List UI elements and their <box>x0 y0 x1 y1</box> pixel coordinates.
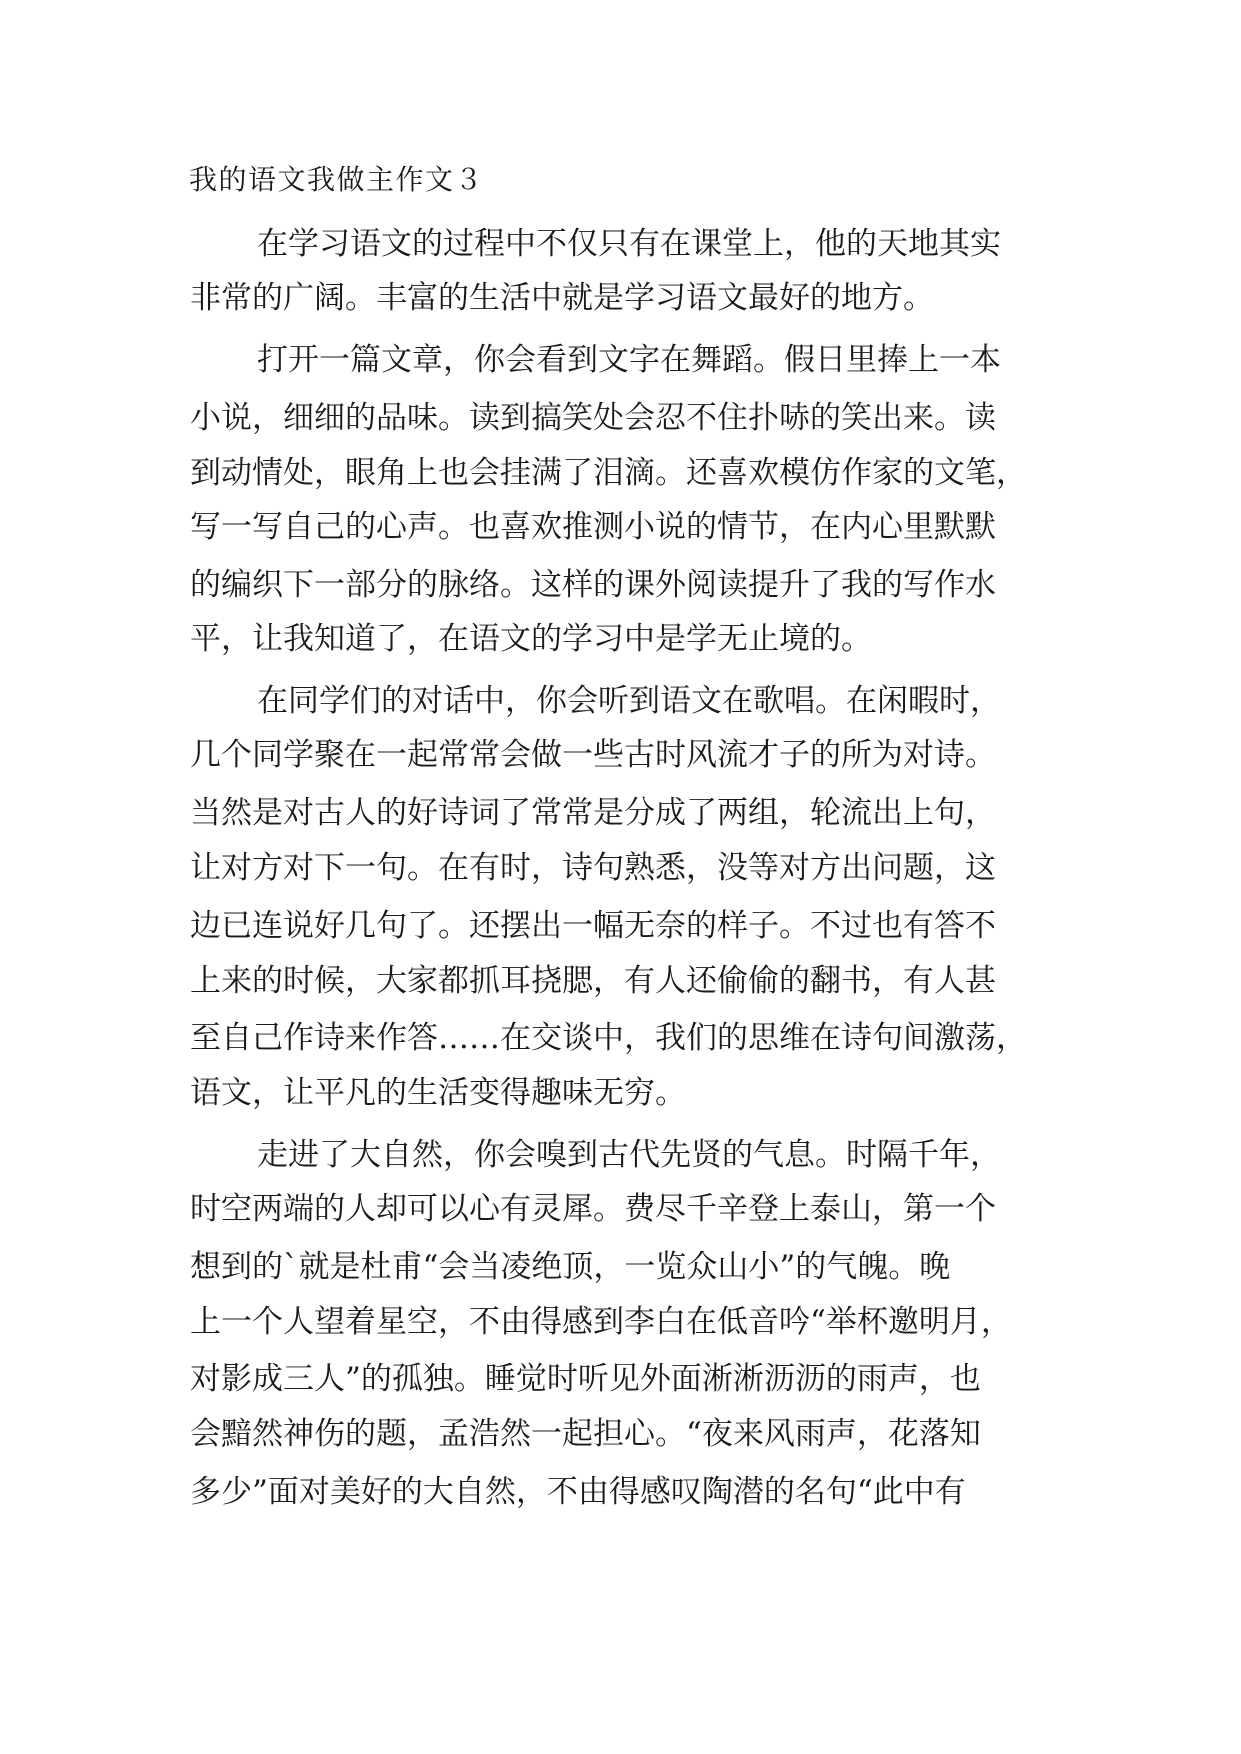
document-title: 我的语文我做主作文３ <box>189 163 485 196</box>
text-line: 多少”面对美好的大自然，不由得感叹陶潜的名句“此中有 <box>190 1474 966 1510</box>
text-line: 打开一篇文章，你会看到文字在舞蹈。假日里捧上一本 <box>257 342 1001 378</box>
text-line: 非常的广阔。丰富的生活中就是学习语文最好的地方。 <box>190 280 934 316</box>
text-line: 边已连说好几句了。还摆出一幅无奈的样子。不过也有答不 <box>190 908 996 944</box>
text-line: 让对方对下一句。在有时，诗句熟悉，没等对方出问题，这 <box>190 850 996 886</box>
text-line: 上一个人望着星空，不由得感到李白在低音吟“举杯邀明月， <box>190 1304 1012 1340</box>
text-line: 在同学们的对话中，你会听到语文在歌唱。在闲暇时， <box>257 683 1001 719</box>
text-line: 上来的时候，大家都抓耳挠腮，有人还偷偷的翻书，有人甚 <box>190 963 996 999</box>
text-line: 至自己作诗来作答……在交谈中，我们的思维在诗句间激荡， <box>190 1020 1027 1056</box>
text-line: 对影成三人”的孤独。睡觉时听见外面淅淅沥沥的雨声，也 <box>190 1361 981 1397</box>
text-line: 小说，细细的品味。读到搞笑处会忍不住扑哧的笑出来。读 <box>190 400 996 436</box>
text-line: 时空两端的人却可以心有灵犀。费尽千辛登上泰山，第一个 <box>190 1191 996 1227</box>
text-line: 到动情处，眼角上也会挂满了泪滴。还喜欢模仿作家的文笔， <box>190 455 1027 491</box>
text-line: 写一写自己的心声。也喜欢推测小说的情节，在内心里默默 <box>190 509 996 545</box>
text-line: 会黯然神伤的题，孟浩然一起担心。“夜来风雨声，花落知 <box>190 1416 981 1452</box>
text-line: 语文，让平凡的生活变得趣味无穷。 <box>190 1075 686 1111</box>
text-line: 平，让我知道了，在语文的学习中是学无止境的。 <box>190 621 872 657</box>
text-line: 想到的`就是杜甫“会当凌绝顶，一览众山小”的气魄。晚 <box>190 1249 951 1285</box>
text-line: 在学习语文的过程中不仅只有在课堂上，他的天地其实 <box>257 226 1001 262</box>
text-line: 的编织下一部分的脉络。这样的课外阅读提升了我的写作水 <box>190 567 996 603</box>
text-line: 当然是对古人的好诗词了常常是分成了两组，轮流出上句， <box>190 795 996 831</box>
text-line: 走进了大自然，你会嗅到古代先贤的气息。时隔千年， <box>257 1137 1001 1173</box>
text-line: 几个同学聚在一起常常会做一些古时风流才子的所为对诗。 <box>190 737 996 773</box>
